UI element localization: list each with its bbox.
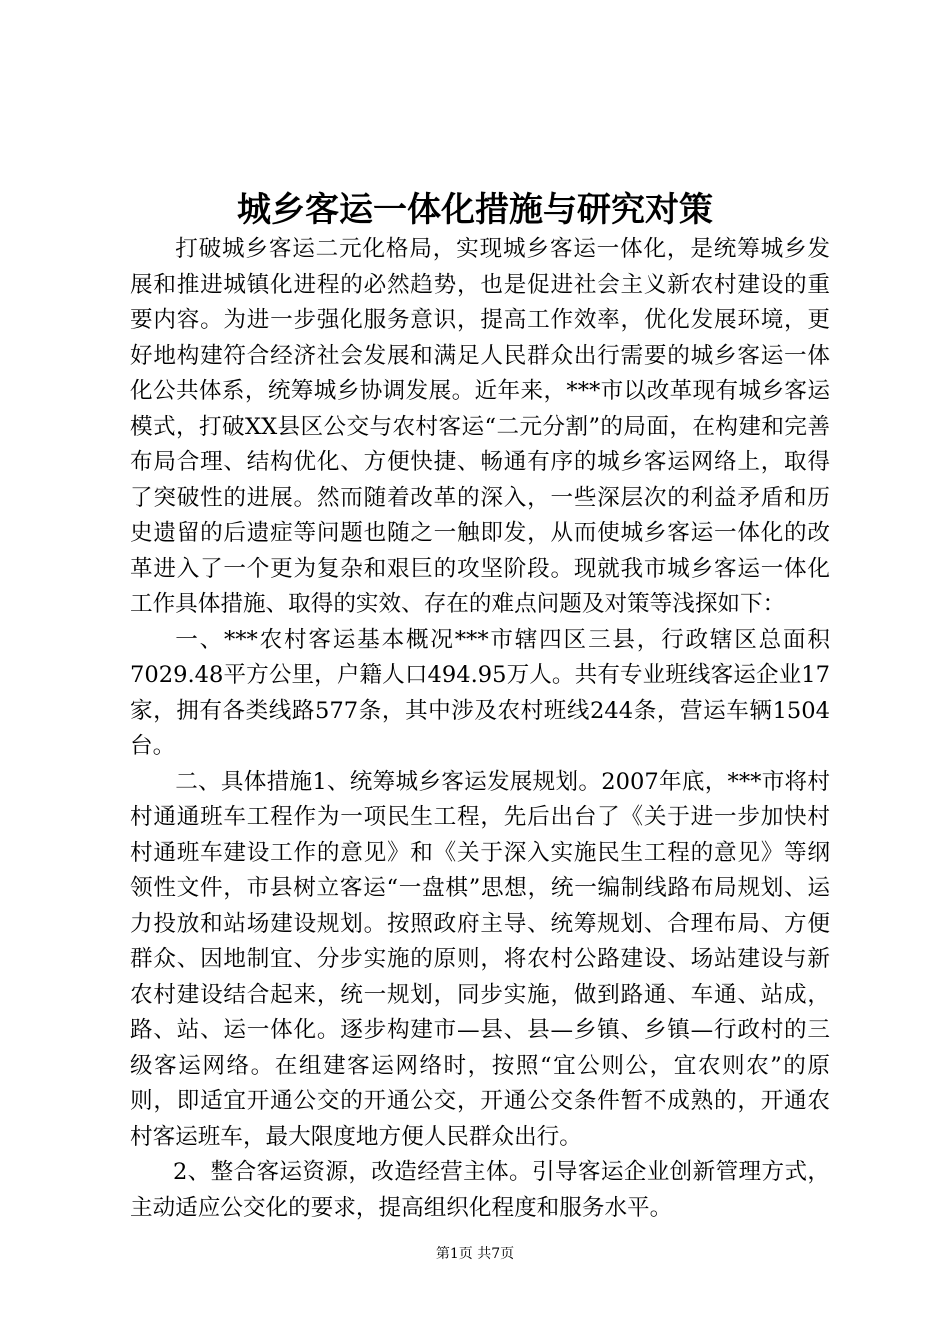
paragraph-measures: 二、具体措施1、统筹城乡客运发展规划。2007年底，***市将村村通通班车工程作为一项民生工程，先后出台了《关于进一步加快村村通班车建设工作的意见》和《关于深入实施民生工程的意见》等纲领性文件，市县树立客运“一盘棋”思想，统一编制线路布局规划、运力投放和站场建设规划。按照政府主导、统筹规划、合理布局、方便群众、因地制宜、分步实施的原则，将农村公路建设、场站建设与新农村建设结合起来，统一规划，同步实施，做到路通、车通、站成，路、站、运一体化。逐步构建市—县、县—乡镇、乡镇—行政村的三级客运网络。在组建客运网络时，按照“宜公则公，宜农则农”的原则，即适宜开通公交的开通公交，开通公交条件暂不成熟的，开通农村客运班车，最大限度地方便人民群众出行。: [130, 768, 830, 1150]
document-title: 城乡客运一体化措施与研究对策: [237, 190, 713, 230]
document-body: [130, 232, 830, 1226]
page-footer: 第1页 共7页: [435, 1246, 515, 1262]
paragraph-intro: 打破城乡客运二元化格局，实现城乡客运一体化，是统筹城乡发展和推进城镇化进程的必然趋势，也是促进社会主义新农村建设的重要内容。为进一步强化服务意识，提高工作效率，优化发展环境，更好地构建符合经济社会发展和满足人民群众出行需要的城乡客运一体化公共体系，统筹城乡协调发展。近年来，***市以改革现有城乡客运模式，打破XX县区公交与农村客运“二元分割”的局面，在构建和完善布局合理、结构优化、方便快捷、畅通有序的城乡客运网络上，取得了突破性的进展。然而随着改革的深入，一些深层次的利益矛盾和历史遗留的后遗症等问题也随之一触即发，从而使城乡客运一体化的改革进入了一个更为复杂和艰巨的攻坚阶段。现就我市城乡客运一体化工作具体措施、取得的实效、存在的难点问题及对策等浅探如下：: [130, 236, 830, 617]
paragraph-overview: 一、***农村客运基本概况***市辖四区三县，行政辖区总面积7029.48平方公里，户籍人口494.95万人。共有专业班线客运企业17家，拥有各类线路577条，其中涉及农村班线244条，营运车辆1504台。: [130, 626, 830, 759]
paragraph-integration: 2、整合客运资源，改造经营主体。引导客运企业创新管理方式，主动适应公交化的要求，提高组织化程度和服务水平。: [130, 1159, 830, 1221]
